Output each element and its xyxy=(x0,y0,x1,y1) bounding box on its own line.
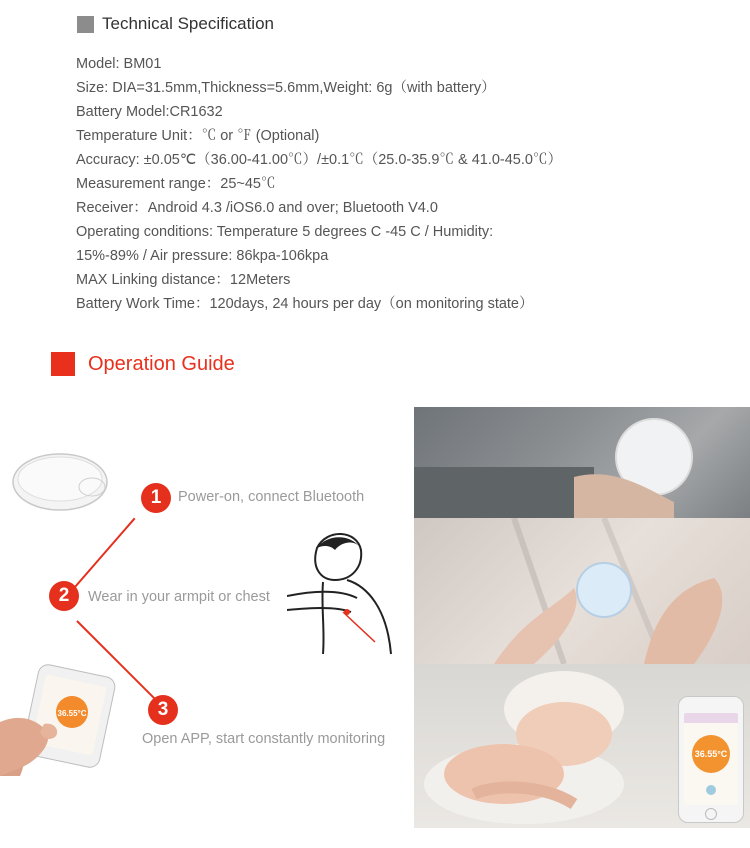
spec-list xyxy=(76,52,562,316)
home-button-icon xyxy=(705,808,717,820)
step-1-badge: 1 xyxy=(141,483,171,513)
phone-app-mockup xyxy=(678,696,744,823)
spec-header xyxy=(77,14,274,34)
spec-line: Model: BM01 xyxy=(76,56,162,72)
spec-line: Temperature Unit：℃ or ℉ (Optional) xyxy=(76,128,320,144)
guide-title: Operation Guide xyxy=(88,352,235,375)
svg-text:36.55°C: 36.55°C xyxy=(57,709,87,718)
phone-screen xyxy=(684,713,738,805)
photo-device-in-hand xyxy=(414,407,750,520)
spec-line: MAX Linking distance：12Meters xyxy=(76,272,291,288)
spec-line: Receiver：Android 4.3 /iOS6.0 and over; Bluetooth V4.0 xyxy=(76,200,438,216)
step-1-text: Power-on, connect Bluetooth xyxy=(178,489,365,505)
spec-square-icon xyxy=(77,16,94,33)
app-header-bar xyxy=(684,713,738,723)
hand-with-phone-illustration xyxy=(0,664,120,776)
photo-device-on-baby xyxy=(414,518,750,664)
temperature-reading: 36.55°C xyxy=(694,749,728,759)
step-2-badge: 2 xyxy=(49,581,79,611)
guide-square-icon xyxy=(51,352,75,376)
device-disc-image xyxy=(10,448,112,518)
step-2-text: Wear in your armpit or chest xyxy=(88,589,270,605)
app-button xyxy=(706,785,716,795)
spec-line: 15%-89% / Air pressure: 86kpa-106kpa xyxy=(76,248,329,264)
spec-line: Battery Work Time：120days, 24 hours per day（on monitoring state） xyxy=(76,296,534,312)
spec-line: Size: DIA=31.5mm,Thickness=5.6mm,Weight: 6g（with battery） xyxy=(76,80,496,96)
spec-line: Accuracy: ±0.05℃（36.00-41.00℃）/±0.1℃（25.0-35.9℃ & 41.0-45.0℃） xyxy=(76,152,562,168)
spec-line: Measurement range：25~45℃ xyxy=(76,176,276,192)
person-wearing-illustration xyxy=(287,528,399,656)
step-3-badge: 3 xyxy=(148,695,178,725)
connector-line-1-2 xyxy=(74,518,135,588)
spec-title: Technical Specification xyxy=(102,14,274,33)
spec-line: Operating conditions: Temperature 5 degrees C -45 C / Humidity: xyxy=(76,224,494,240)
step-3-text: Open APP, start constantly monitoring xyxy=(142,731,386,747)
spec-line: Battery Model:CR1632 xyxy=(76,104,223,120)
guide-header xyxy=(51,352,235,376)
